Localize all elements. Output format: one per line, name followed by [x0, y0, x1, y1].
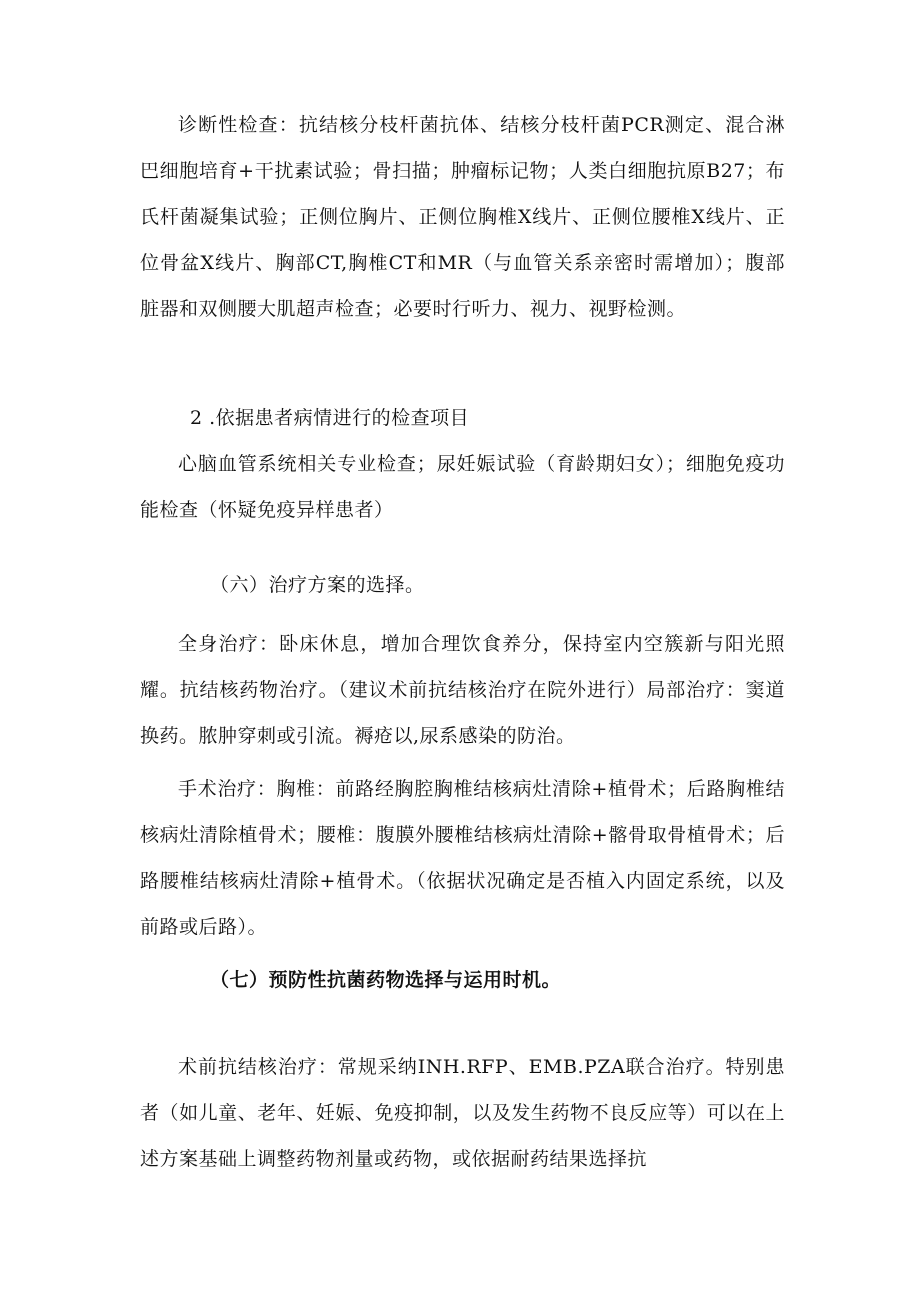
- section-6-heading: （六）治疗方案的选择。: [210, 574, 425, 596]
- diagnostic-tests-paragraph: 诊断性检查：抗结核分枝杆菌抗体、结核分枝杆菌PCR测定、混合淋巴细胞培育+干扰素试验；骨扫描；肿瘤标记物；人类白细胞抗原B27；布氏杆菌凝集试验；正侧位胸片、正侧位胸椎X线片、正侧位腰椎X线片、正位骨盆X线片、胸部CT,胸椎CT和MR（与血管关系亲密时需增加）；腹部脏器和双侧腰大肌超声检查；必要时行听力、视力、视野检测。: [140, 114, 785, 320]
- systemic-treatment-paragraph: 全身治疗：卧床休息，增加合理饮食养分，保持室内空簇新与阳光照耀。抗结核药物治疗。（建议术前抗结核治疗在院外进行）局部治疗：窦道换药。脓肿穿刺或引流。褥疮以,尿系感染的防治。: [140, 633, 785, 747]
- section-2-heading: 2 .依据患者病情进行的检查项目: [190, 407, 470, 429]
- condition-based-tests-paragraph: 心脑血管系统相关专业检查；尿妊娠试验（育龄期妇女）；细胞免疫功能检查（怀疑免疫异样患者）: [140, 453, 785, 521]
- preoperative-treatment-paragraph: 术前抗结核治疗：常规采纳INH.RFP、EMB.PZA联合治疗。特别患者（如儿童、老年、妊娠、免疫抑制，以及发生药物不良反应等）可以在上述方案基础上调整药物剂量或药物，或依据耐药结果选择抗: [140, 1056, 785, 1170]
- surgical-treatment-paragraph: 手术治疗：胸椎：前路经胸腔胸椎结核病灶清除+植骨术；后路胸椎结核病灶清除植骨术；腰椎：腹膜外腰椎结核病灶清除+髂骨取骨植骨术；后路腰椎结核病灶清除+植骨术。（依据状况确定是否植入内固定系统，以及前路或后路）。: [140, 778, 785, 938]
- section-7-heading: （七）预防性抗菌药物选择与运用时机。: [210, 969, 562, 991]
